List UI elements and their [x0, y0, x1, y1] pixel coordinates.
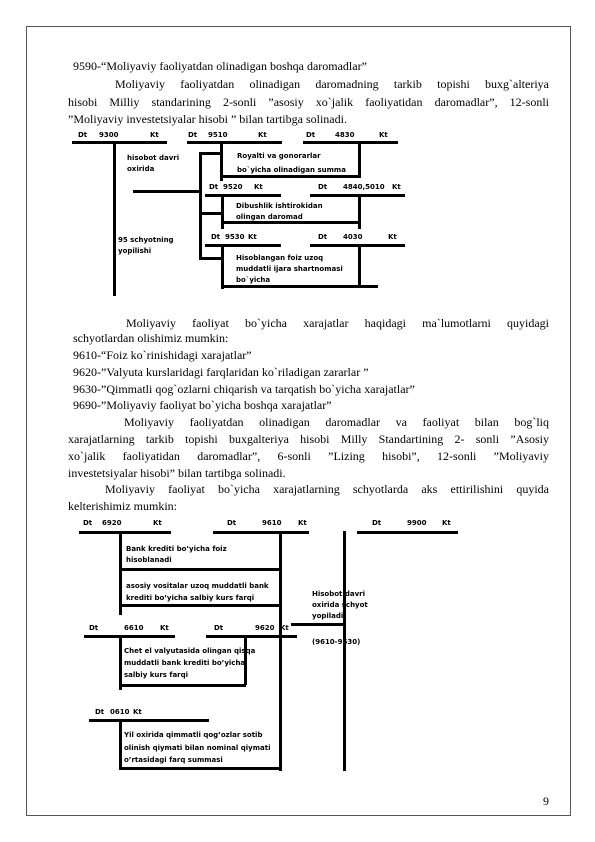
- page-number: 9: [543, 794, 549, 808]
- intro-line-3: ”Moliyaviy investetsiyalar hisobi ” bilan tartibga solinadi.: [68, 112, 347, 126]
- intro-line-2: hisobi Milliy standarining 2-sonli ”asosiy xo`jalik faoliyatidan daromadlar”, 12-sonli: [68, 95, 549, 109]
- list-item: 9620-”Valyuta kurslaridagi farqlaridan ko`riladigan zararlar ”: [73, 365, 369, 379]
- intro-line-1: Moliyaviy faoliyatdan olinadigan daromadning tarkib topishi buxg`alteriya: [115, 77, 549, 91]
- mid-line-1: Moliyaviy faoliyat bo`yicha xarajatlar haqidagi ma`lumotlarni quyidagi: [126, 316, 549, 330]
- mid-para2-line-3: xo`jalik faoliyatidan daromadlar”, 6-sonli ”Lizing hisobi”, 12-sonli ”Moliyaviy: [68, 449, 549, 463]
- mid-para2-line-4: investetsiyalar hisobi” bilan tartibga solinadi.: [68, 466, 286, 480]
- section-heading: 9590-“Moliyaviy faoliyatdan olinadigan boshqa daromadlar”: [73, 59, 367, 73]
- mid-para3-line-1: Moliyaviy faoliyat bo`yicha xarajatlarning schyotlarda aks ettirilishini quyida: [105, 482, 549, 496]
- list-item: 9610-“Foiz ko`rinishidagi xarajatlar”: [73, 348, 252, 362]
- mid-line-2: schyotlardan olishimiz mumkin:: [73, 331, 229, 345]
- list-item: 9630-”Qimmatli qog`ozlarni chiqarish va tarqatish bo`yicha xarajatlar”: [73, 382, 415, 396]
- list-item: 9690-”Moliyaviy faoliyat bo`yicha boshqa xarajatlar”: [73, 398, 332, 412]
- mid-para2-line-1: Moliyaviy faoliyatdan olinadigan daromadlar va faoliyat bilan bog`liq: [124, 415, 549, 429]
- mid-para3-line-2: kelterishimiz mumkin:: [68, 499, 177, 513]
- mid-para2-line-2: xarajatlarning tarkib topishi buxgalteriya hisobi Milly Standartining 2- sonli ”Asosiy: [68, 432, 549, 446]
